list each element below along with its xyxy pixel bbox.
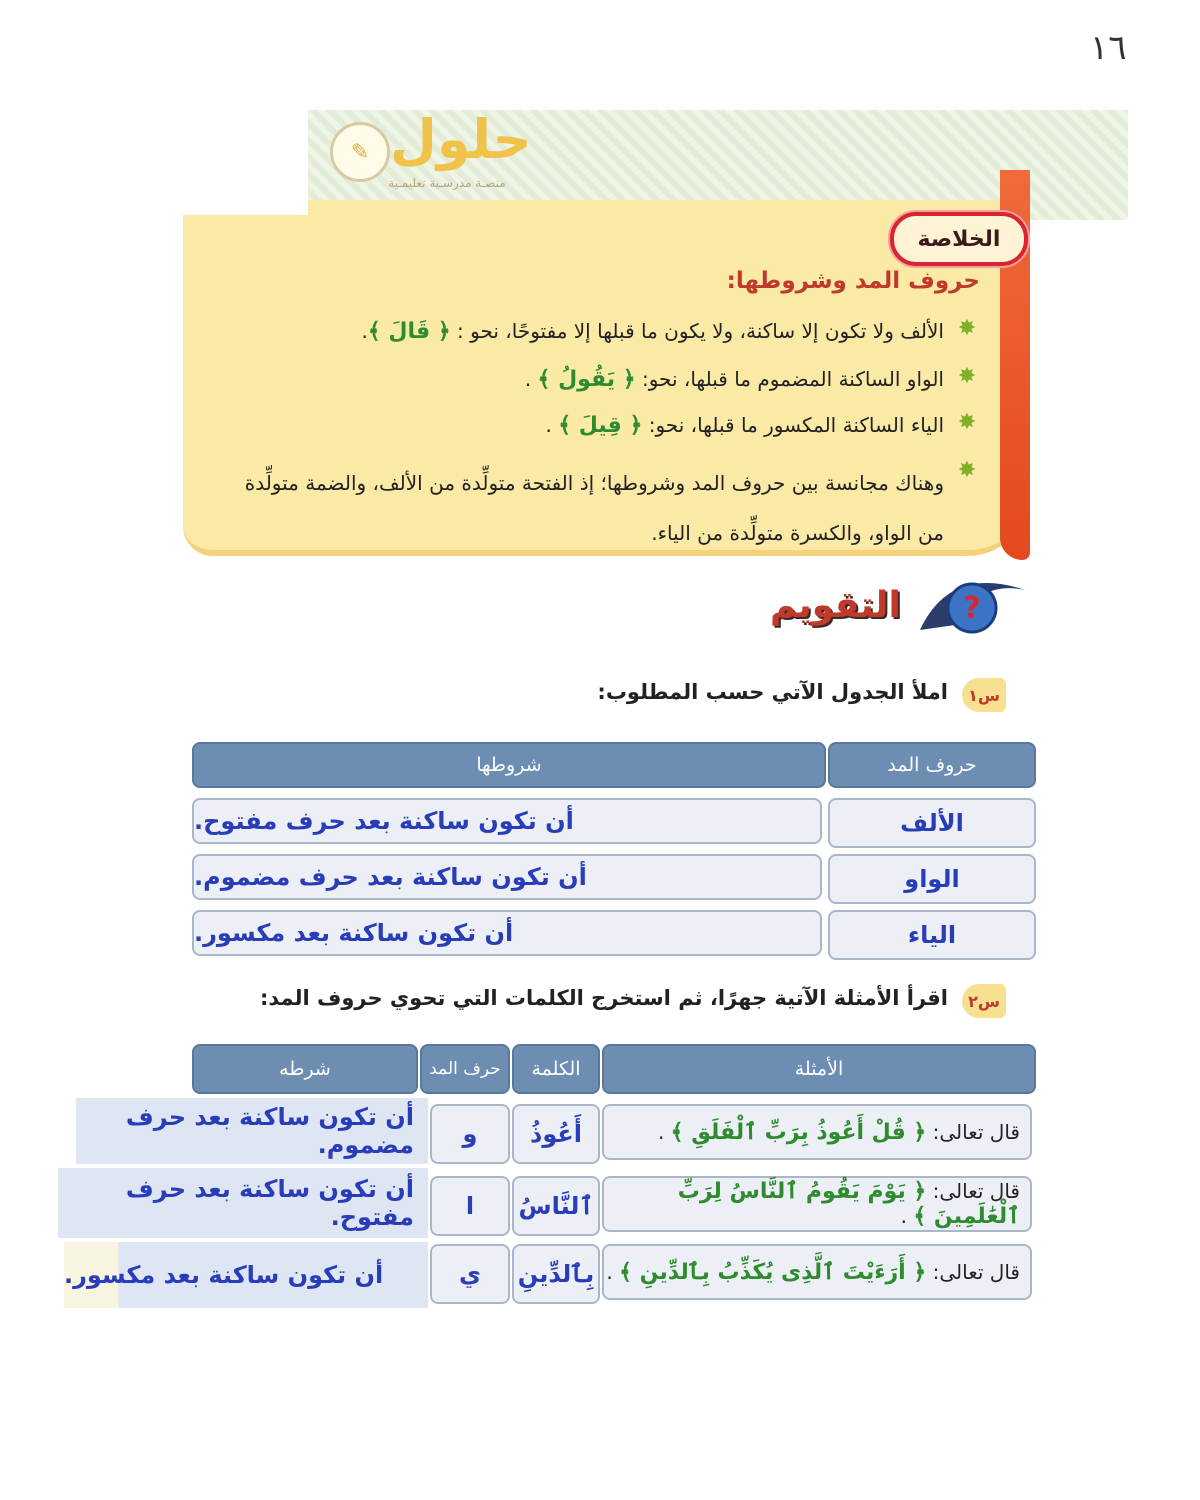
svg-text:?: ? — [963, 591, 981, 626]
table-header: حروف المد — [828, 742, 1036, 788]
table-cell-condition[interactable]: أن تكون ساكنة بعد حرف مفتوح. — [192, 798, 822, 844]
table-cell-condition[interactable]: أن تكون ساكنة بعد حرف مضموم. — [192, 854, 822, 900]
question-2-badge: س٢ — [962, 984, 1006, 1018]
page-number: ١٦ — [1090, 28, 1127, 68]
condition-answer[interactable]: أن تكون ساكنة بعد حرف مفتوح. — [58, 1168, 428, 1238]
summary-bullet — [220, 364, 980, 395]
summary-bullet — [220, 410, 980, 441]
logo-text: حلول — [390, 108, 532, 171]
question-1-text: املأ الجدول الآتي حسب المطلوب: — [597, 680, 948, 704]
question-mark-icon — [910, 570, 1030, 640]
letter-cell[interactable]: ي — [430, 1244, 510, 1304]
bullet-text: الألف ولا تكون إلا ساكنة، ولا يكون ما قبلها إلا مفتوحًا، نحو : ﴿ قَالَ ﴾. — [361, 319, 944, 344]
star-bullet-icon: ✸ — [957, 316, 977, 341]
table-header: الأمثلة — [602, 1044, 1036, 1094]
table-header: حرف المد — [420, 1044, 510, 1094]
word-cell[interactable]: بِٱلدِّينِ — [512, 1244, 600, 1304]
summary-bullet — [220, 316, 980, 347]
evaluation-title: التقويم — [770, 585, 901, 626]
example-cell: قال تعالى: ﴿ أَرَءَيْتَ ٱلَّذِى يُكَذِّبُ بِٱلدِّينِ ﴾ . — [602, 1244, 1032, 1300]
condition-answer[interactable]: أن تكون ساكنة بعد مكسور. — [64, 1242, 428, 1308]
star-bullet-icon: ✸ — [957, 364, 977, 389]
question-2-text: اقرأ الأمثلة الآتية جهرًا، ثم استخرج الكلمات التي تحوي حروف المد: — [259, 986, 948, 1010]
bullet-text: الواو الساكنة المضموم ما قبلها، نحو: ﴿ يَقُولُ ﴾ . — [524, 367, 944, 392]
star-bullet-icon: ✸ — [957, 410, 977, 435]
logo-icon: ✎ — [330, 122, 390, 182]
table-cell-letter: الياء — [828, 910, 1036, 960]
example-cell: قال تعالى: ﴿ قُلْ أَعُوذُ بِرَبِّ ٱلْفَلَقِ ﴾ . — [602, 1104, 1032, 1160]
word-cell[interactable]: أَعُوذُ — [512, 1104, 600, 1164]
table-header: شروطها — [192, 742, 826, 788]
star-bullet-icon: ✸ — [957, 458, 977, 483]
table-cell-letter: الواو — [828, 854, 1036, 904]
logo-subtitle: منصـة مدرسـية تعليمـية — [388, 176, 506, 190]
letter-cell[interactable]: و — [430, 1104, 510, 1164]
summary-badge: الخلاصة — [890, 212, 1028, 266]
word-cell[interactable]: ٱلنَّاسُ — [512, 1176, 600, 1236]
letter-cell[interactable]: ا — [430, 1176, 510, 1236]
table-header: شرطه — [192, 1044, 418, 1094]
table-cell-letter: الألف — [828, 798, 1036, 848]
table-cell-condition[interactable]: أن تكون ساكنة بعد مكسور. — [192, 910, 822, 956]
bullet-text: الياء الساكنة المكسور ما قبلها، نحو: ﴿ قِيلَ ﴾ . — [545, 413, 944, 438]
table-header: الكلمة — [512, 1044, 600, 1094]
bullet-text: وهناك مجانسة بين حروف المد وشروطها؛ إذ الفتحة متولِّدة من الألف، والضمة متولِّدة من الواو، والكسرة متولِّدة من الياء. — [244, 471, 944, 545]
summary-bullet — [220, 458, 980, 558]
example-cell: قال تعالى: ﴿ يَوْمَ يَقُومُ ٱلنَّاسُ لِرَبِّ ٱلْعَٰلَمِينَ ﴾ . — [602, 1176, 1032, 1232]
condition-answer[interactable]: أن تكون ساكنة بعد حرف مضموم. — [76, 1098, 428, 1164]
question-1-badge: س١ — [962, 678, 1006, 712]
summary-heading: حروف المد وشروطها: — [726, 268, 980, 294]
